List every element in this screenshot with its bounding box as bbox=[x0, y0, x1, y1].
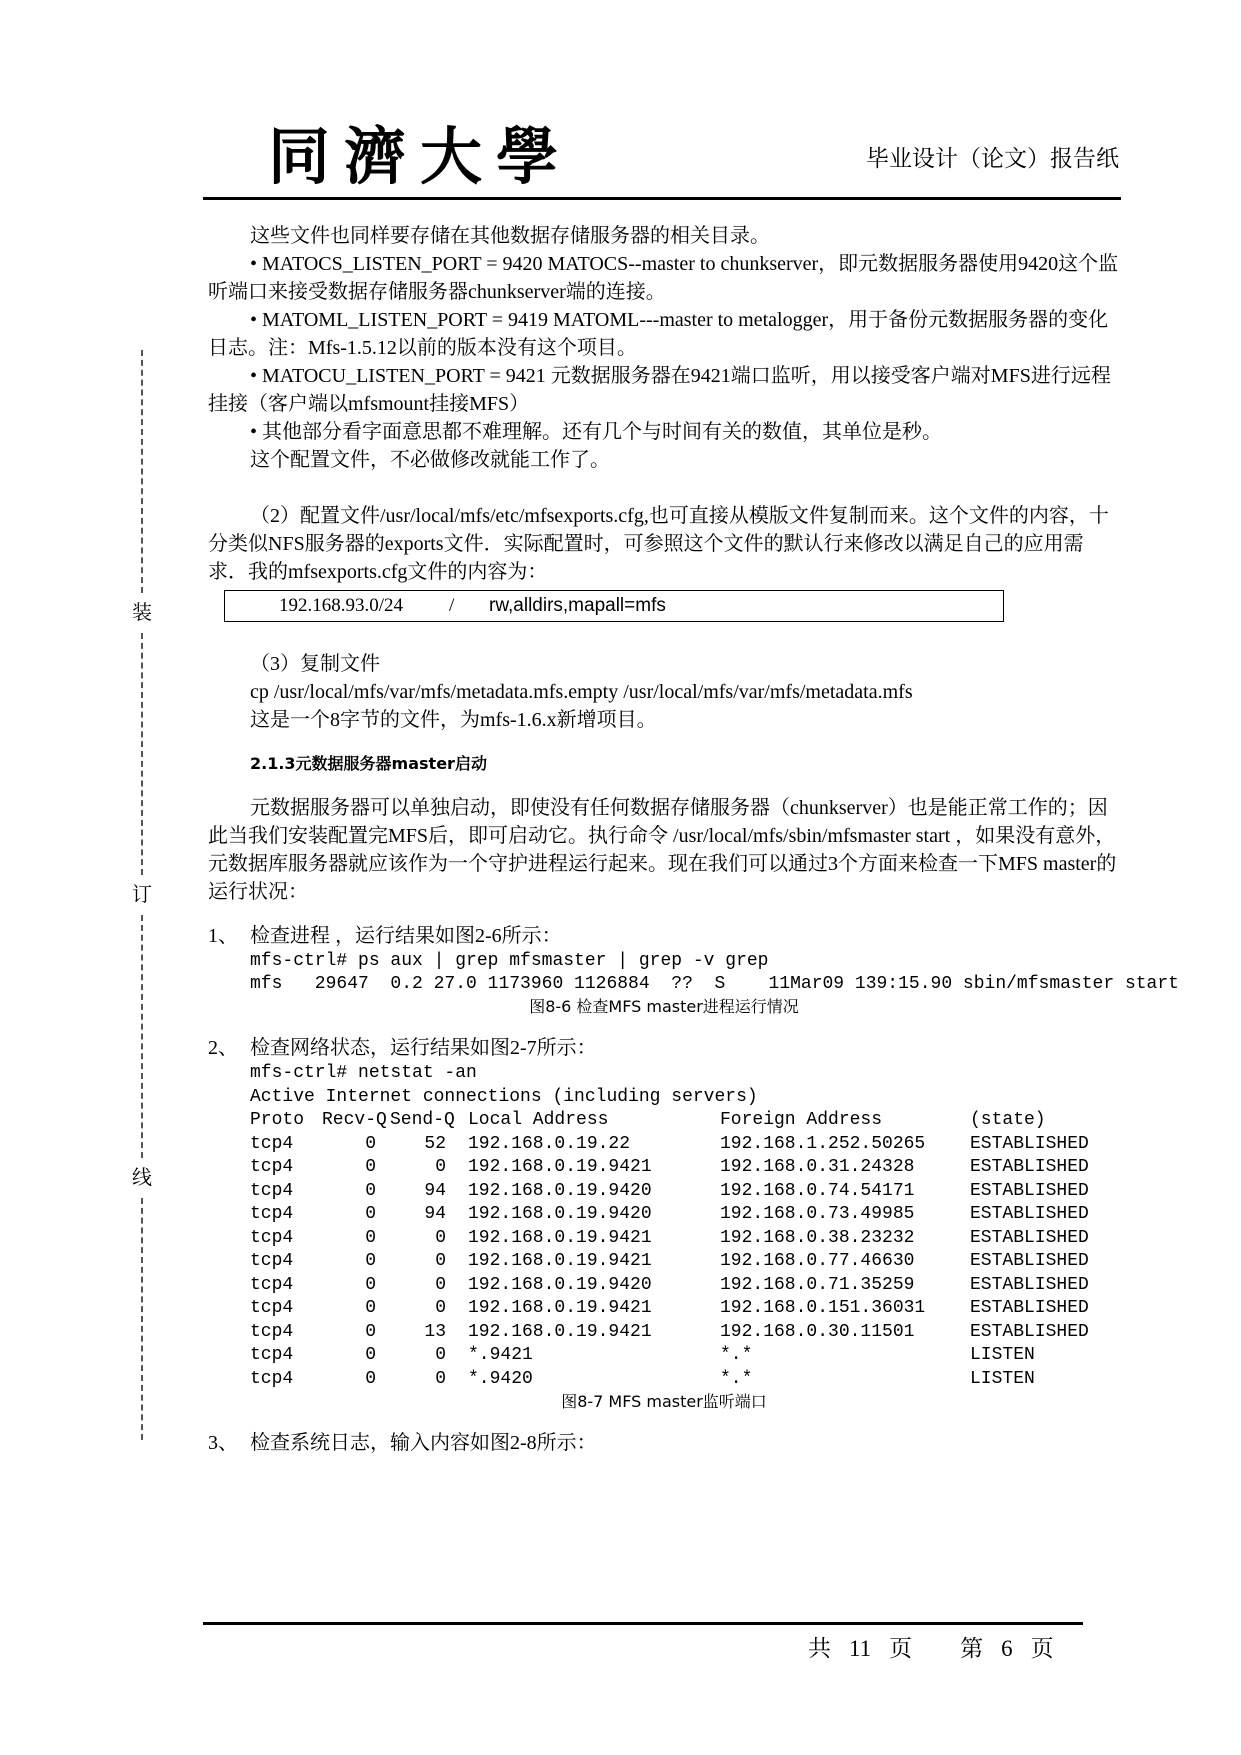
table-cell: 192.168.0.19.9421 bbox=[468, 1298, 652, 1318]
header-title: 毕业设计（论文）报告纸 bbox=[866, 146, 1119, 171]
table-cell: ESTABLISHED bbox=[970, 1157, 1089, 1177]
university-logo-text: 同濟大學 bbox=[268, 120, 573, 190]
table-cell: tcp4 bbox=[250, 1298, 294, 1318]
table-cell: 192.168.0.19.22 bbox=[468, 1133, 631, 1154]
table-cell: LISTEN bbox=[970, 1345, 1035, 1365]
exports-path: / bbox=[449, 595, 455, 616]
footer-total-pages: 11 bbox=[849, 1636, 872, 1661]
table-cell: ESTABLISHED bbox=[970, 1227, 1089, 1248]
netstat-output bbox=[250, 1062, 1120, 1391]
footer-page-unit: 页 bbox=[889, 1636, 913, 1661]
table-cell: ESTABLISHED bbox=[970, 1298, 1089, 1318]
table-cell: 0 bbox=[365, 1204, 376, 1224]
item-text: 检查系统日志，输入内容如图2-8所示： bbox=[250, 1432, 597, 1454]
binding-mark-ding: 订 bbox=[132, 884, 152, 906]
netstat-subtitle: Active Internet connections (including servers) bbox=[250, 1086, 758, 1107]
table-row bbox=[250, 1250, 1120, 1274]
table-cell: 192.168.1.252.50265 bbox=[720, 1133, 926, 1154]
table-cell: 13 bbox=[424, 1321, 446, 1342]
table-cell: 192.168.0.19.9421 bbox=[468, 1251, 652, 1271]
table-cell: tcp4 bbox=[250, 1133, 294, 1154]
table-cell: tcp4 bbox=[250, 1321, 294, 1342]
table-cell: *.9420 bbox=[468, 1368, 533, 1389]
binding-mark-xian: 线 bbox=[132, 1166, 152, 1189]
table-cell: tcp4 bbox=[250, 1274, 294, 1295]
table-cell: 192.168.0.31.24328 bbox=[720, 1157, 915, 1177]
table-cell: 192.168.0.38.23232 bbox=[720, 1227, 915, 1248]
item-number: 3、 bbox=[208, 1432, 238, 1454]
table-cell: 0 bbox=[365, 1251, 376, 1271]
table-cell: ESTABLISHED bbox=[970, 1180, 1089, 1201]
table-cell: 94 bbox=[424, 1180, 446, 1201]
binding-line bbox=[130, 350, 154, 1440]
table-row bbox=[250, 1227, 1120, 1251]
table-cell: ESTABLISHED bbox=[970, 1204, 1089, 1224]
table-cell: 0 bbox=[365, 1368, 376, 1389]
exports-options: rw,alldirs,mapall=mfs bbox=[489, 595, 666, 616]
column-header: Recv-Q bbox=[322, 1110, 387, 1130]
header-rule bbox=[203, 197, 1121, 200]
item-number: 1、 bbox=[208, 925, 238, 947]
table-cell: 192.168.0.19.9420 bbox=[468, 1274, 652, 1295]
check-log-item bbox=[208, 1429, 1120, 1457]
table-cell: 0 bbox=[435, 1345, 446, 1365]
table-cell: 0 bbox=[365, 1133, 376, 1154]
table-cell: *.* bbox=[720, 1368, 753, 1389]
ps-command-line: mfs-ctrl# ps aux | grep mfsmaster | grep -v grep bbox=[250, 951, 769, 971]
table-cell: 0 bbox=[435, 1157, 446, 1177]
column-header: Local Address bbox=[468, 1110, 609, 1130]
footer-current-label: 第 bbox=[960, 1636, 984, 1661]
table-row bbox=[250, 1274, 1120, 1298]
table-cell: 0 bbox=[365, 1298, 376, 1318]
copy-note: 这是一个8字节的文件，为mfs-1.6.x新增项目。 bbox=[250, 709, 657, 731]
table-cell: 192.168.0.151.36031 bbox=[720, 1298, 926, 1318]
paragraph: • 其他部分看字面意思都不难理解。还有几个与时间有关的数值，其单位是秒。 bbox=[250, 421, 943, 443]
table-row bbox=[250, 1180, 1120, 1204]
footer-total-label: 共 bbox=[808, 1636, 831, 1661]
table-cell: ESTABLISHED bbox=[970, 1321, 1089, 1342]
paragraph: 这个配置文件，不必做修改就能工作了。 bbox=[250, 449, 610, 471]
netstat-rows bbox=[250, 1133, 1120, 1392]
table-row bbox=[250, 1321, 1120, 1345]
table-cell: *.* bbox=[720, 1345, 753, 1365]
table-cell: tcp4 bbox=[250, 1180, 294, 1201]
table-cell: 0 bbox=[435, 1274, 446, 1295]
paragraph: 这些文件也同样要存储在其他数据存储服务器的相关目录。 bbox=[250, 225, 770, 247]
paragraph: • MATOCU_LISTEN_PORT = 9421 元数据服务器在9421端口监听，用以接受客户端对MFS进行远程挂接（客户端以mfsmount挂接MFS） bbox=[208, 365, 1111, 415]
table-cell: tcp4 bbox=[250, 1157, 294, 1177]
netstat-header bbox=[250, 1109, 1120, 1133]
copy-section-title: （3）复制文件 bbox=[250, 653, 380, 675]
table-cell: 192.168.0.19.9420 bbox=[468, 1204, 652, 1224]
item-text: 检查网络状态，运行结果如图2-7所示： bbox=[250, 1037, 597, 1059]
table-cell: 192.168.0.19.9421 bbox=[468, 1157, 652, 1177]
column-header: Proto bbox=[250, 1110, 305, 1130]
table-cell: tcp4 bbox=[250, 1251, 294, 1271]
table-row bbox=[250, 1297, 1120, 1321]
table-cell: ESTABLISHED bbox=[970, 1274, 1089, 1295]
table-cell: *.9421 bbox=[468, 1345, 533, 1365]
table-row bbox=[250, 1156, 1120, 1180]
figure-caption: 图8-7 MFS master监听端口 bbox=[561, 1392, 767, 1411]
binding-mark-zhuang: 装 bbox=[132, 601, 152, 624]
table-row bbox=[250, 1203, 1120, 1227]
table-row bbox=[250, 1344, 1120, 1368]
check-process-item bbox=[208, 922, 1120, 950]
table-row bbox=[250, 1368, 1120, 1392]
table-cell: 0 bbox=[365, 1157, 376, 1177]
column-header: Foreign Address bbox=[720, 1110, 883, 1130]
item-text: 检查进程 ，运行结果如图2-6所示： bbox=[250, 925, 562, 947]
table-cell: tcp4 bbox=[250, 1204, 294, 1224]
table-cell: 192.168.0.71.35259 bbox=[720, 1274, 915, 1295]
ps-output-line: mfs 29647 0.2 27.0 1173960 1126884 ?? S 11Mar09 139:15.90 sbin/mfsmaster start bbox=[250, 974, 1179, 994]
figure-caption: 图8-6 检查MFS master进程运行情况 bbox=[529, 997, 799, 1016]
table-cell: 0 bbox=[365, 1227, 376, 1248]
table-cell: tcp4 bbox=[250, 1345, 294, 1365]
table-cell: 0 bbox=[435, 1298, 446, 1318]
footer-current-page: 6 bbox=[1001, 1636, 1013, 1661]
table-cell: 192.168.0.30.11501 bbox=[720, 1321, 915, 1342]
section-heading: 2.1.3元数据服务器master启动 bbox=[250, 754, 487, 773]
column-header: (state) bbox=[970, 1110, 1046, 1130]
table-cell: 192.168.0.74.54171 bbox=[720, 1180, 915, 1201]
netstat-command: mfs-ctrl# netstat -an bbox=[250, 1063, 477, 1083]
table-cell: 192.168.0.19.9421 bbox=[468, 1227, 652, 1248]
copy-command: cp /usr/local/mfs/var/mfs/metadata.mfs.empty /usr/local/mfs/var/mfs/metadata.mfs bbox=[250, 681, 913, 703]
paragraph: • MATOCS_LISTEN_PORT = 9420 MATOCS--master to chunkserver，即元数据服务器使用9420这个监听端口来接受数据存储服务器chunkserver端的连接。 bbox=[208, 253, 1119, 303]
start-paragraph: 元数据服务器可以单独启动，即使没有任何数据存储服务器（chunkserver）也是能正常工作的；因此当我们安装配置完MFS后，即可启动它。执行命令 /usr/local/mfs/sbin/mfsmaster start ，如果没有意外，元数据库服务器就应该作为一个守护进程运行起来。现在我们可以通过3个方面来检查一下MFS master的运行状况： bbox=[208, 797, 1117, 903]
table-cell: 52 bbox=[424, 1133, 446, 1154]
table-cell: tcp4 bbox=[250, 1368, 294, 1389]
binding-dash bbox=[141, 350, 143, 593]
table-cell: 192.168.0.19.9421 bbox=[468, 1321, 652, 1342]
paragraph: • MATOML_LISTEN_PORT = 9419 MATOML---master to metalogger，用于备份元数据服务器的变化日志。注：Mfs-1.5.12以前的版本没有这个项目。 bbox=[208, 309, 1109, 359]
table-row bbox=[250, 1133, 1120, 1157]
table-cell: tcp4 bbox=[250, 1227, 294, 1248]
table-cell: 0 bbox=[365, 1345, 376, 1365]
footer-current-unit: 页 bbox=[1030, 1636, 1054, 1661]
table-cell: ESTABLISHED bbox=[970, 1251, 1089, 1271]
item-number: 2、 bbox=[208, 1037, 238, 1059]
exports-address: 192.168.93.0/24 bbox=[279, 595, 404, 616]
table-cell: 0 bbox=[435, 1227, 446, 1248]
table-cell: 0 bbox=[365, 1321, 376, 1342]
column-header: Send-Q bbox=[390, 1110, 455, 1130]
binding-dash bbox=[141, 915, 143, 1158]
binding-dash bbox=[141, 633, 143, 876]
table-cell: 0 bbox=[435, 1368, 446, 1389]
table-cell: 0 bbox=[365, 1180, 376, 1201]
table-cell: 192.168.0.19.9420 bbox=[468, 1180, 652, 1201]
table-cell: 192.168.0.73.49985 bbox=[720, 1204, 915, 1224]
page-footer bbox=[808, 1630, 1072, 1663]
table-cell: 0 bbox=[365, 1274, 376, 1295]
table-cell: ESTABLISHED bbox=[970, 1133, 1089, 1154]
table-cell: LISTEN bbox=[970, 1368, 1035, 1389]
config-paragraph: （2）配置文件/usr/local/mfs/etc/mfsexports.cfg,也可直接从模版文件复制而来。这个文件的内容，十分类似NFS服务器的exports文件．实际配置时，可参照这个文件的默认行来修改以满足自己的应用需求．我的mfsexports.cfg文件的内容为： bbox=[208, 505, 1109, 583]
page-content bbox=[208, 222, 1179, 1457]
table-cell: 94 bbox=[424, 1204, 446, 1224]
check-network-item bbox=[208, 1034, 1120, 1062]
table-cell: 0 bbox=[435, 1251, 446, 1271]
footer-rule bbox=[203, 1622, 1083, 1625]
exports-config-box bbox=[224, 590, 1004, 622]
university-logo bbox=[268, 118, 588, 190]
table-cell: 192.168.0.77.46630 bbox=[720, 1251, 915, 1271]
binding-dash bbox=[141, 1198, 143, 1441]
